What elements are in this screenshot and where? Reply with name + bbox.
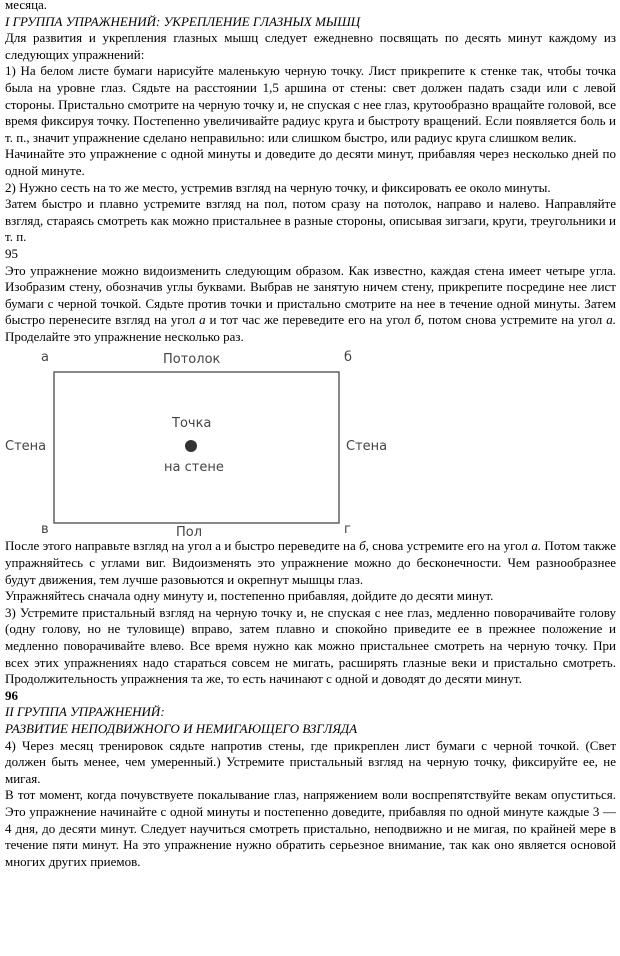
corner-b-label: б — [344, 350, 353, 366]
after-text-1: После этого направьте взгляд на угол а и быстро переведите на — [5, 538, 360, 554]
corner-v-label: в — [41, 522, 49, 538]
variation-text-3: потом снова устремите на угол — [424, 312, 607, 328]
dot-label-top: Точка — [172, 416, 212, 432]
right-wall-label: Стена — [346, 439, 388, 455]
group1-intro: Для развития и укрепления глазных мышц следует ежедневно посвящать по десять минут каждому из следующих упражнений: — [5, 30, 616, 62]
practice-paragraph: Упражняйтесь сначала одну минуту и, постепенно прибавляя, дойдите до десяти минут. — [5, 588, 494, 604]
floor-label: Пол — [176, 525, 203, 541]
wall-diagram — [5, 350, 616, 541]
after-text-3: Потом также упражняйтесь с углами виг. Видоизменять это упражнение можно до бесконечности. Чем разнообразнее будут движения, тем лучше разовьются и окрепнут мышцы глаз. — [5, 538, 616, 587]
after-figure-paragraph — [5, 538, 616, 588]
group2-heading-line1: II ГРУППА УПРАЖНЕНИЙ: — [5, 704, 165, 720]
corner-a-ref-2: а. — [606, 312, 616, 328]
variation-text-1: Это упражнение можно видоизменить следующим образом. Как известно, каждая стена имеет четыре угла. Изобразим стену, обозначив углы буквами. Выбрав не занятую ничем стену, прикрепите посредине нее лист бумаги с черной точкой. Сядьте против точки и пристально смотрите на нее в течение одной минуты. Затем быстро перенесите взгляд на угол — [5, 262, 616, 328]
after-corner-b: б, — [359, 538, 369, 554]
variation-paragraph — [5, 263, 616, 346]
intro-tail: месяца. — [5, 0, 48, 12]
document-page — [5, 0, 616, 870]
exercise-2-continuation: Затем быстро и плавно устремите взгляд на пол, потом сразу на потолок, направо и налево. Направляйте взгляд, стараясь смотреть как можно пристальнее в разные стороны, описывая зигзаги, круги, треугольники и т. п. — [5, 196, 616, 245]
wall-diagram-graphic — [5, 350, 616, 536]
after-text-2: снова устремите его на угол — [368, 538, 532, 554]
corner-b-ref: б, — [414, 312, 425, 328]
page-number-96: 96 — [5, 687, 18, 703]
black-dot — [185, 440, 197, 452]
variation-text-2: и тот час же переведите его на угол — [205, 312, 415, 328]
exercise-2: 2) Нужно сесть на то же место, устремив взгляд на черную точку, и фиксировать ее около минуты. — [5, 179, 551, 195]
group2-heading-line2: РАЗВИТИЕ НЕПОДВИЖНОГО И НЕМИГАЮЩЕГО ВЗГЛЯДА — [5, 721, 358, 736]
corner-a-ref: а — [199, 312, 206, 328]
after-corner-a: а. — [531, 538, 542, 554]
exercise-1: 1) На белом листе бумаги нарисуйте маленькую черную точку. Лист прикрепите к стенке так, чтобы точка была на уровне глаз. Сядьте на расстоянии 1,5 аршина от стены: свет должен падать сзади или с левой стороны. Пристально смотрите на черную точку и, не спуская с нее глаз, крутообразно вращайте головой, все время фиксируя точку. Постепенно увеличивайте радиус круга и быстроту вращений. Если появляется боль и т. п., значит упражнение сделано неправильно: или слишком быстро, или радиус круга слишком велик. — [5, 63, 616, 145]
group1-heading: I ГРУППА УПРАЖНЕНИЙ: УКРЕПЛЕНИЕ ГЛАЗНЫХ МЫШЦ — [5, 13, 361, 29]
corner-g-label: г — [344, 522, 351, 538]
page-number-95: 95 — [5, 245, 18, 261]
exercise-3: 3) Устремите пристальный взгляд на черную точку и, не спуская с нее глаз, медленно поворачивайте голову (одну голову, но не туловище) вправо, затем плавно и спокойно приведите ее в прежнее положение и медленно поворачивайте влево. Все время нужно как можно пристальнее смотреть на черную точку. При всех этих упражнениях надо стараться совсем не мигать, расширять глазные веки и пристально смотреть. Продолжительность упражнения та же, то есть начинают с одной и доводят до десяти минут. — [5, 604, 616, 687]
variation-text-4: Проделайте это упражнение несколько раз. — [5, 328, 244, 344]
exercise-4: 4) Через месяц тренировок сядьте напротив стены, где прикреплен лист бумаги с черной точкой. (Свет должен быть менее, чем умеренный.) Устремите пристальный взгляд на черную точку, фиксируйте ее, не мигая. — [5, 737, 616, 786]
dot-label-bottom: на стене — [164, 460, 224, 476]
final-paragraph: В тот момент, когда почувствуете покалывание глаз, напряжением воли воспрепятствуйте векам опуститься. Это упражнение начинайте с одной минуты и постепенно доведите, прибавляя по одной минуте каждые 3 — 4 дня, до десяти минут. Следует научиться смотреть пристально, неподвижно и не мигая, по крайней мере в течение пяти минут. На это упражнение нужно обратить серьезное внимание, так как оно является основой многих других приемов. — [5, 787, 616, 869]
corner-a-label: а — [41, 350, 49, 366]
exercise-1-continuation: Начинайте это упражнение с одной минуты и доведите до десяти минут, прибавляя через несколько дней по одной минуте. — [5, 146, 616, 178]
ceiling-label: Потолок — [163, 352, 221, 368]
left-wall-label: Стена — [5, 439, 47, 455]
